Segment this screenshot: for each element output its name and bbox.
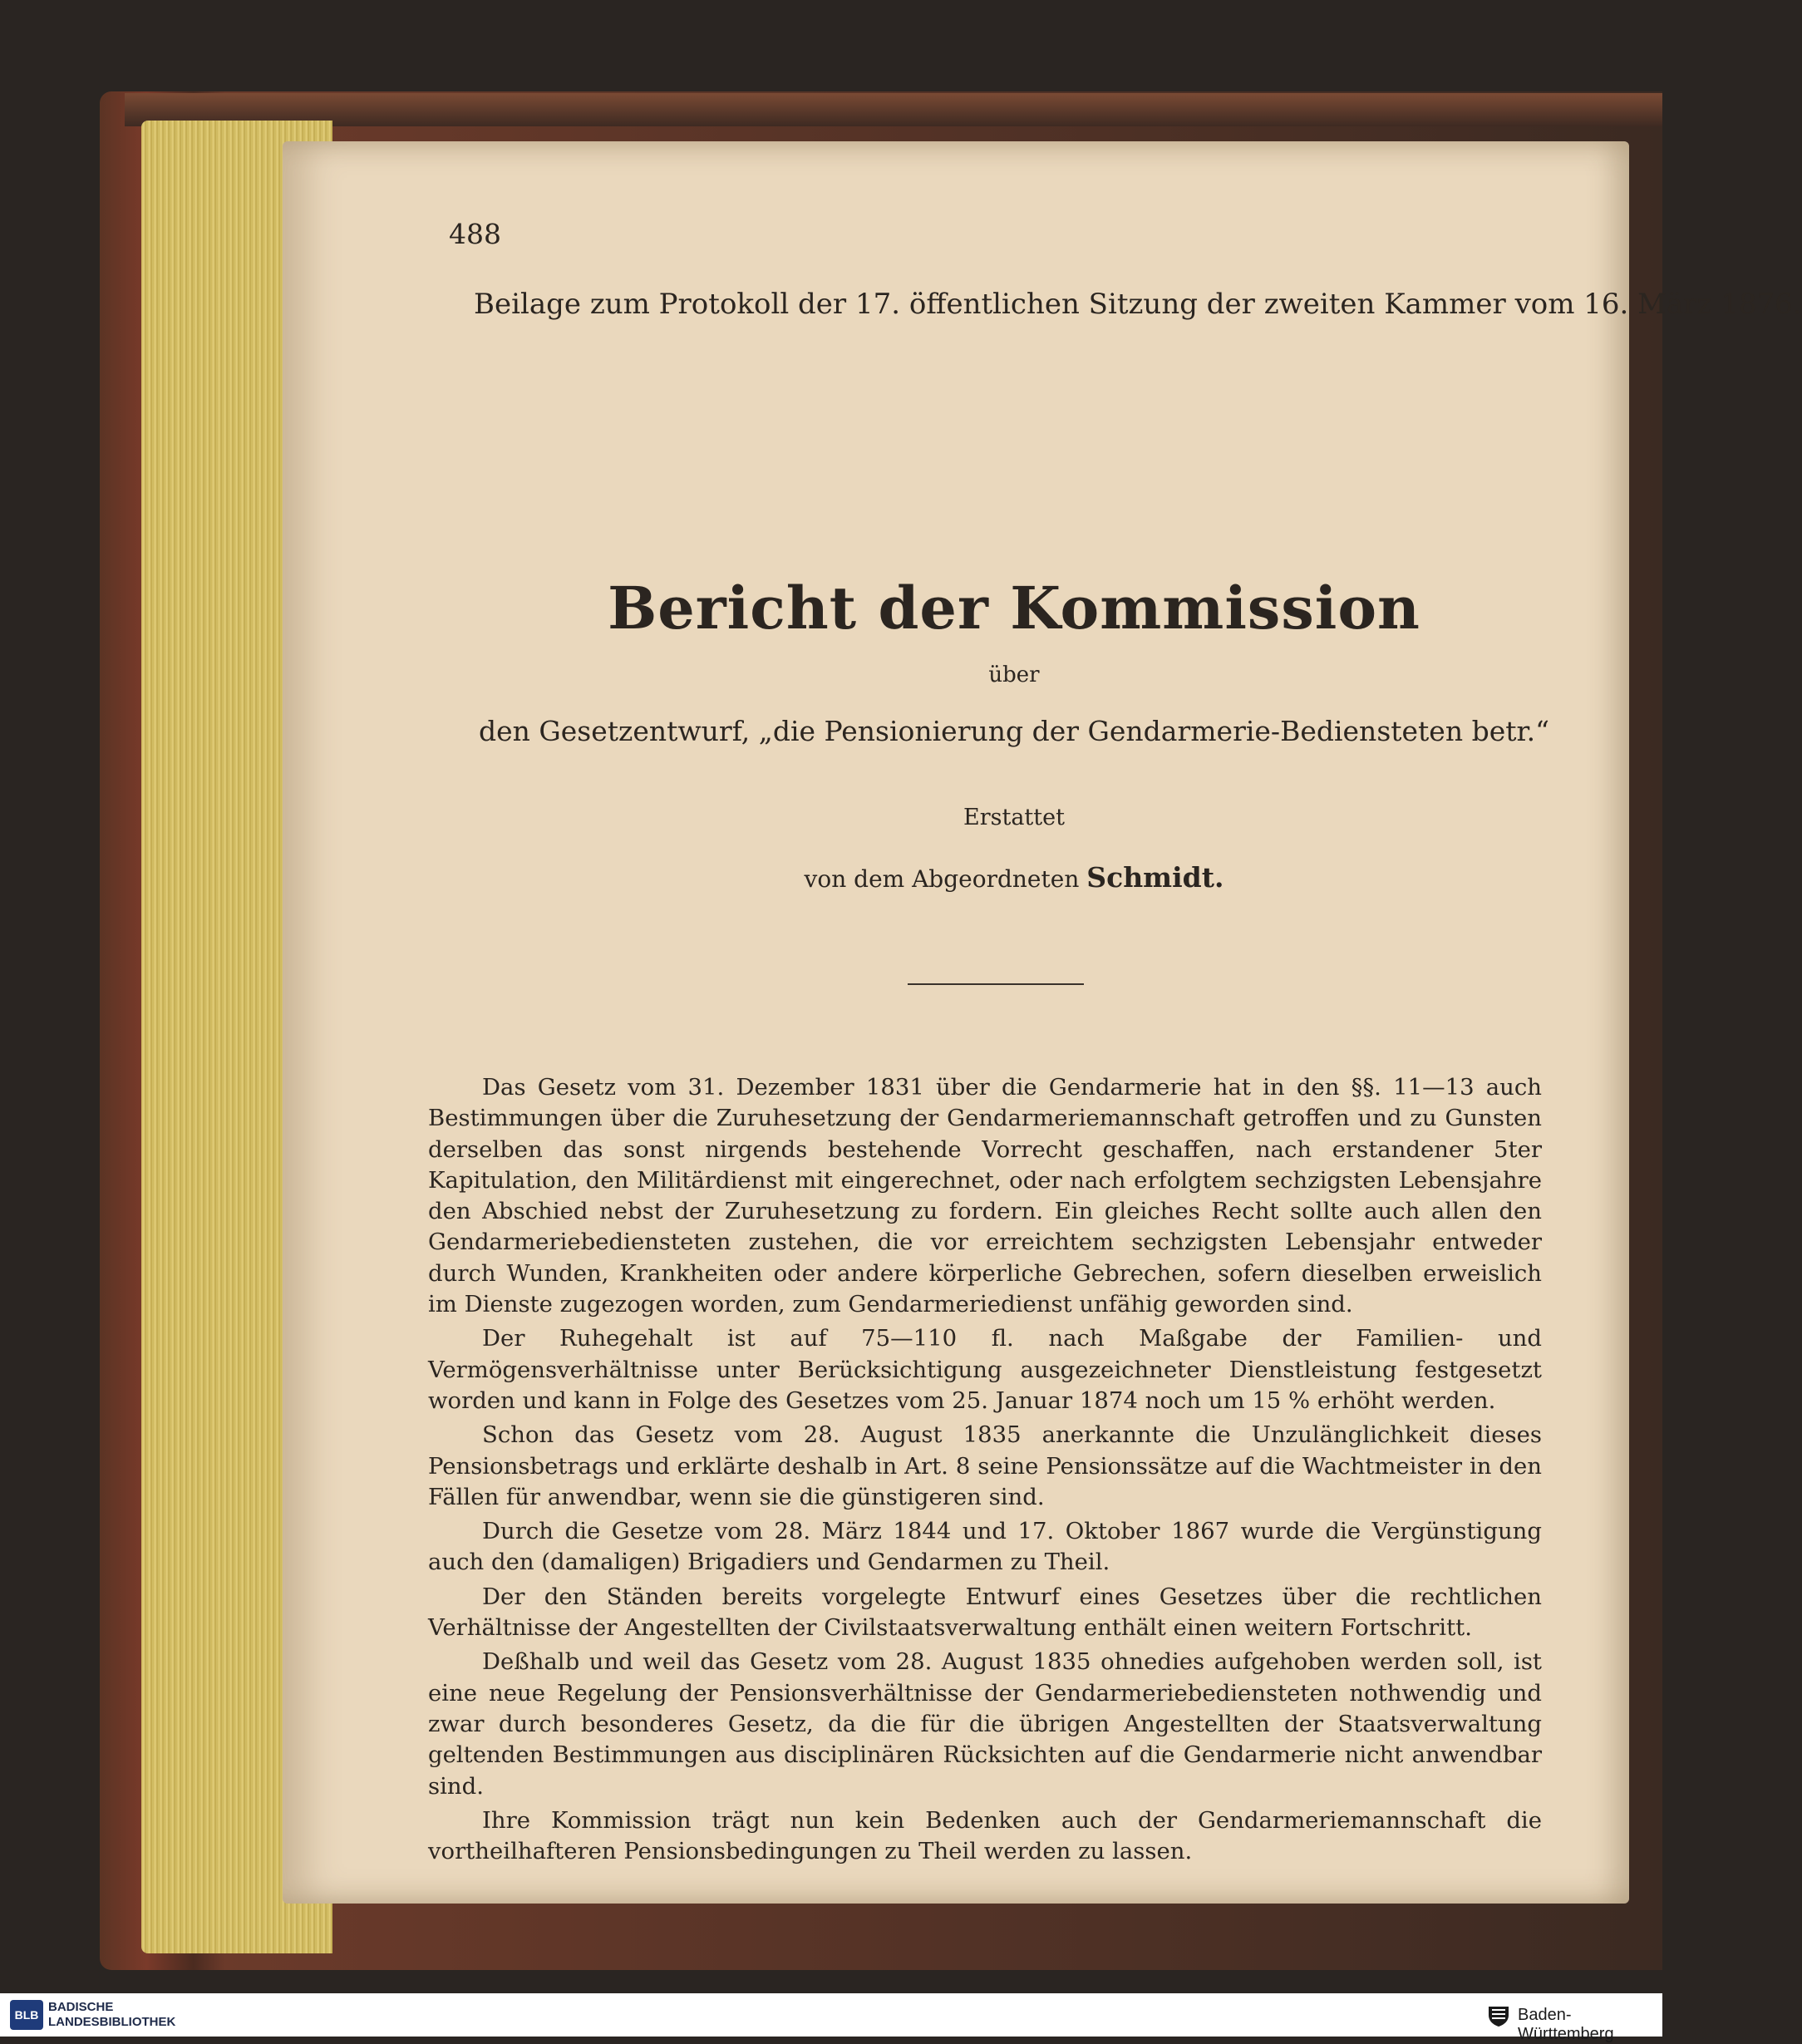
- blb-name-line1: BADISCHE: [48, 2000, 114, 2014]
- paragraph: Das Gesetz vom 31. Dezember 1831 über die Gendarmerie hat in den §§. 11—13 auch Bestimmungen über die Zuruhesetzung der Gendarmeriemannschaft getroffen und zu Gunsten derselben das sonst nirgends bestehende Vorrecht geschaffen, nach erstandener 5ter Kapitulation, den Militärdienst mit eingerechnet, oder nach erfolgtem sechzigsten Lebensjahre den Abschied nebst der Zuruhesetzung zu fordern. Ein gleiches Recht sollte auch allen den Gendarmeriebediensteten zustehen, die vor erreichtem sechzigsten Lebensjahr entweder durch Wunden, Krankheiten oder andere körperliche Gebrechen, sofern dieselben erweislich im Dienste zugezogen worden, zum Gendarmeriedienst unfähig geworden sind.: [428, 1074, 1542, 1318]
- page-number: 488: [449, 218, 501, 250]
- report-byline: [449, 861, 1579, 894]
- viewer-footer: [0, 1993, 1662, 2043]
- paragraph: Schon das Gesetz vom 28. August 1835 anerkannte die Unzulänglichkeit dieses Pensionsbetrags und erklärte deshalb in Art. 8 seine Pensionssätze auf die Wachtmeister in den Fällen für anwendbar, wenn sie die günstigeren sind.: [428, 1421, 1542, 1510]
- paragraph: Durch die Gesetze vom 28. März 1844 und 17. Oktober 1867 wurde die Vergünstigung auch den (damaligen) Brigadiers und Gendarmen zu Theil.: [428, 1518, 1542, 1576]
- blb-name-line2: LANDESBIBLIOTHEK: [48, 2015, 176, 2029]
- report-ueber: über: [988, 662, 1040, 687]
- page-header: Beilage zum Protokoll der 17. öffentlichen Sitzung der zweiten Kammer vom 16. März 1876.: [474, 288, 1802, 321]
- report-body: [428, 1072, 1542, 1870]
- paragraph: Der Ruhegehalt ist auf 75—110 fl. nach Maßgabe der Familien- und Vermögensverhältnisse unter Berücksichtigung ausgezeichneter Dienstleistung festgesetzt worden und kann in Folge des Gesetzes vom 25. Januar 1874 noch um 15 % erhöht werden.: [428, 1325, 1542, 1414]
- paragraph: Deßhalb und weil das Gesetz vom 28. August 1835 ohnedies aufgehoben werden soll, ist eine neue Regelung der Pensionsverhältnisse der Gendarmeriebediensteten nothwendig und zwar durch besonderes Gesetz, da die für die übrigen Angestellten der Staatsverwaltung geltenden Bestimmungen aus disciplinären Rücksichten auf die Gendarmerie nicht anwendbar sind.: [428, 1648, 1542, 1800]
- paragraph: Der den Ständen bereits vorgelegte Entwurf eines Gesetzes über die rechtlichen Verhältnisse der Angestellten der Civilstaatsverwaltung enthält einen weitern Fortschritt.: [428, 1583, 1542, 1642]
- report-title: Bericht der Kommission: [608, 574, 1420, 643]
- report-subject: den Gesetzentwurf, „die Pensionierung der Gendarmerie-Bediensteten betr.“: [478, 715, 1549, 747]
- blb-logo[interactable]: BLB: [10, 2000, 43, 2030]
- bw-logo-text[interactable]: Baden-Württemberg: [1518, 2006, 1614, 2043]
- coat-of-arms-icon: [1485, 2002, 1512, 2028]
- byline-prefix: von dem Abgeordneten: [804, 865, 1080, 893]
- byline-name: Schmidt.: [1086, 861, 1224, 894]
- book-cover-top: [125, 93, 1662, 126]
- separator-rule: [908, 983, 1084, 985]
- blb-name[interactable]: [48, 2000, 175, 2030]
- report-erstattet: Erstattet: [963, 805, 1065, 830]
- paragraph: Ihre Kommission trägt nun kein Bedenken auch der Gendarmeriemannschaft die vortheilhafteren Pensionsbedingungen zu Theil werden zu lassen.: [428, 1806, 1542, 1865]
